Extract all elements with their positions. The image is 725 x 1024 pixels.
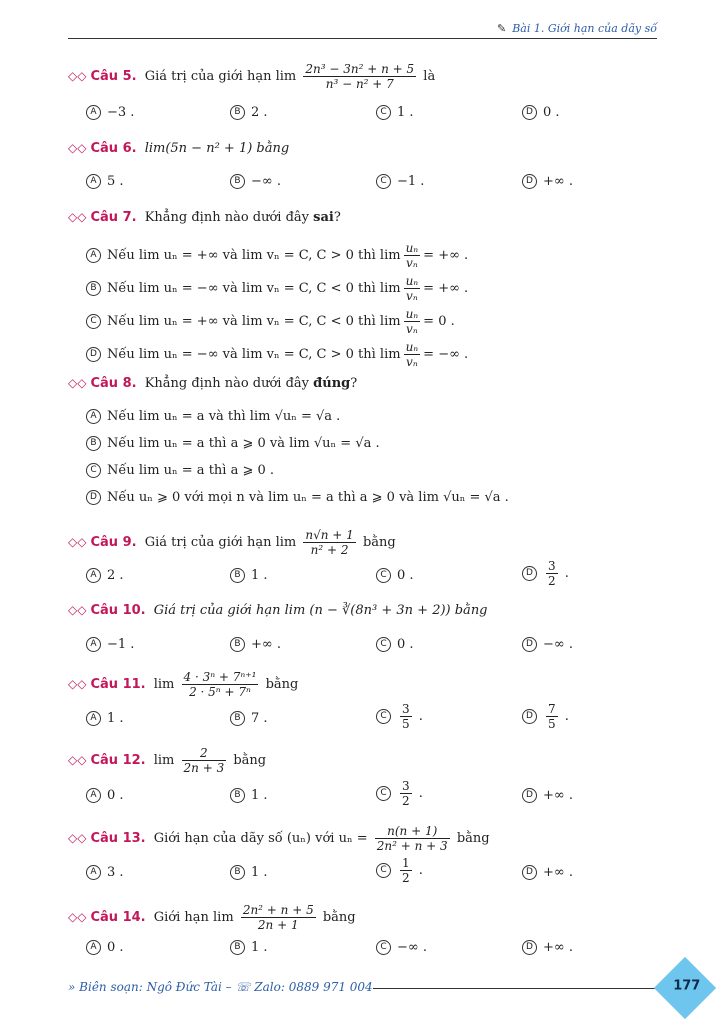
- option-a[interactable]: A Nếu lim uₙ = a và thì lim √uₙ = √a .: [86, 408, 340, 426]
- zalo-contact: Zalo: 0889 971 004: [254, 980, 373, 994]
- diamond-icon: ◇◇: [68, 753, 87, 767]
- option-b[interactable]: B Nếu lim uₙ = a thì a ⩾ 0 và lim √uₙ = √a .: [86, 435, 380, 453]
- option-d[interactable]: D Nếu lim uₙ = −∞ và lim vₙ = C, C > 0 thì lim $\frac{\text{uₙ}}{\text{vₙ}}$ = −∞ .: [86, 340, 468, 369]
- option-d[interactable]: D +∞ .: [522, 173, 573, 191]
- page-header: [68, 22, 657, 39]
- diamond-icon: ◇◇: [68, 141, 87, 155]
- option-b[interactable]: B 2 .: [230, 104, 268, 122]
- option-b[interactable]: B 1 .: [230, 787, 268, 805]
- question-10: ◇◇ Câu 10. Giá trị của giới hạn lim (n − ∛(8n³ + 3n + 2)) bằng: [68, 603, 488, 618]
- footer-divider: [373, 988, 658, 989]
- author-credit: » Biên soạn: Ngô Đức Tài –: [68, 980, 236, 994]
- option-a[interactable]: A Nếu lim uₙ = +∞ và lim vₙ = C, C > 0 thì lim $\frac{\text{uₙ}}{\text{vₙ}}$ = +∞ .: [86, 241, 468, 270]
- option-c[interactable]: C $\frac{3}{2}$ .: [376, 779, 423, 808]
- option-c[interactable]: C 0 .: [376, 636, 414, 654]
- option-d[interactable]: D +∞ .: [522, 939, 573, 957]
- diamond-icon: ◇◇: [68, 210, 87, 224]
- option-c[interactable]: C 0 .: [376, 567, 414, 585]
- option-a[interactable]: A 0 .: [86, 939, 124, 957]
- diamond-icon: ◇◇: [68, 831, 87, 845]
- option-c[interactable]: C Nếu lim uₙ = +∞ và lim vₙ = C, C < 0 thì lim $\frac{\text{uₙ}}{\text{vₙ}}$ = 0 .: [86, 307, 455, 336]
- option-d[interactable]: D +∞ .: [522, 787, 573, 805]
- option-b[interactable]: B Nếu lim uₙ = −∞ và lim vₙ = C, C < 0 thì lim $\frac{\text{uₙ}}{\text{vₙ}}$ = +∞ .: [86, 274, 468, 303]
- option-b[interactable]: B 1 .: [230, 864, 268, 882]
- option-a[interactable]: A 0 .: [86, 787, 124, 805]
- diamond-icon: ◇◇: [68, 910, 87, 924]
- option-b[interactable]: B 7 .: [230, 710, 268, 728]
- option-c[interactable]: C 1 .: [376, 104, 414, 122]
- option-a[interactable]: A −3 .: [86, 104, 134, 122]
- option-a[interactable]: A 2 .: [86, 567, 124, 585]
- option-d[interactable]: D $\frac{7}{5}$ .: [522, 702, 569, 731]
- question-9: ◇◇ Câu 9. Giá trị của giới hạn lim $\frac{n√n + 1}{\text{n² + 2}}$ bằng: [68, 528, 396, 557]
- chapter-title: Bài 1. Giới hạn của dãy số: [512, 22, 657, 35]
- question-14: ◇◇ Câu 14. Giới hạn lim $\frac{\text{2n² + n + 5}}{2n + 1}$ bằng: [68, 903, 356, 932]
- question-6: ◇◇ Câu 6. lim(5n − n² + 1) bằng: [68, 141, 290, 156]
- question-13: ◇◇ Câu 13. Giới hạn của dãy số (uₙ) với uₙ = $\frac{n(n + 1)}{\text{2n² + n + 3}}$ bằng: [68, 824, 490, 853]
- option-c[interactable]: C $\frac{1}{2}$ .: [376, 856, 423, 885]
- option-d[interactable]: D $\frac{3}{2}$ .: [522, 559, 569, 588]
- page-footer: [68, 980, 658, 996]
- page-number-badge: 177: [654, 957, 716, 1019]
- option-b[interactable]: B 1 .: [230, 939, 268, 957]
- question-7: ◇◇ Câu 7. Khẳng định nào dưới đây sai?: [68, 210, 341, 225]
- option-b[interactable]: B 1 .: [230, 567, 268, 585]
- option-d[interactable]: D 0 .: [522, 104, 560, 122]
- option-a[interactable]: A −1 .: [86, 636, 134, 654]
- fraction: $\frac{\text{2n³ − 3n² + n + 5}}{\text{n³ − n² + 7}}$: [305, 62, 415, 91]
- diamond-icon: ◇◇: [68, 535, 87, 549]
- option-c[interactable]: C −∞ .: [376, 939, 427, 957]
- question-5: ◇◇ Câu 5. Giá trị của giới hạn lim $\frac{\text{2n³ − 3n² + n + 5}}{\text{n³ − n² + 7}}$ là: [68, 62, 436, 91]
- diamond-icon: ◇◇: [68, 376, 87, 390]
- option-b[interactable]: B +∞ .: [230, 636, 281, 654]
- option-a[interactable]: A 3 .: [86, 864, 124, 882]
- option-a[interactable]: A 5 .: [86, 173, 124, 191]
- question-11: ◇◇ Câu 11. lim $\frac{\text{4 · 3ⁿ + 7ⁿ⁺¹}}{\text{2 · 5ⁿ + 7ⁿ}}$ bằng: [68, 670, 299, 699]
- option-d[interactable]: D −∞ .: [522, 636, 573, 654]
- option-d[interactable]: D Nếu uₙ ⩾ 0 với mọi n và lim uₙ = a thì a ⩾ 0 và lim √uₙ = √a .: [86, 489, 509, 507]
- option-a[interactable]: A 1 .: [86, 710, 124, 728]
- option-d[interactable]: D +∞ .: [522, 864, 573, 882]
- diamond-icon: ◇◇: [68, 603, 87, 617]
- phone-icon: ☏: [235, 980, 251, 994]
- question-8: ◇◇ Câu 8. Khẳng định nào dưới đây đúng?: [68, 376, 358, 391]
- pencil-icon: ✎: [496, 22, 507, 35]
- option-c[interactable]: C $\frac{3}{5}$ .: [376, 702, 423, 731]
- diamond-icon: ◇◇: [68, 677, 87, 691]
- option-c[interactable]: C Nếu lim uₙ = a thì a ⩾ 0 .: [86, 462, 274, 480]
- option-b[interactable]: B −∞ .: [230, 173, 281, 191]
- option-c[interactable]: C −1 .: [376, 173, 424, 191]
- diamond-icon: ◇◇: [68, 69, 87, 83]
- question-12: ◇◇ Câu 12. lim $\frac{2}{2n + 3}$ bằng: [68, 746, 267, 775]
